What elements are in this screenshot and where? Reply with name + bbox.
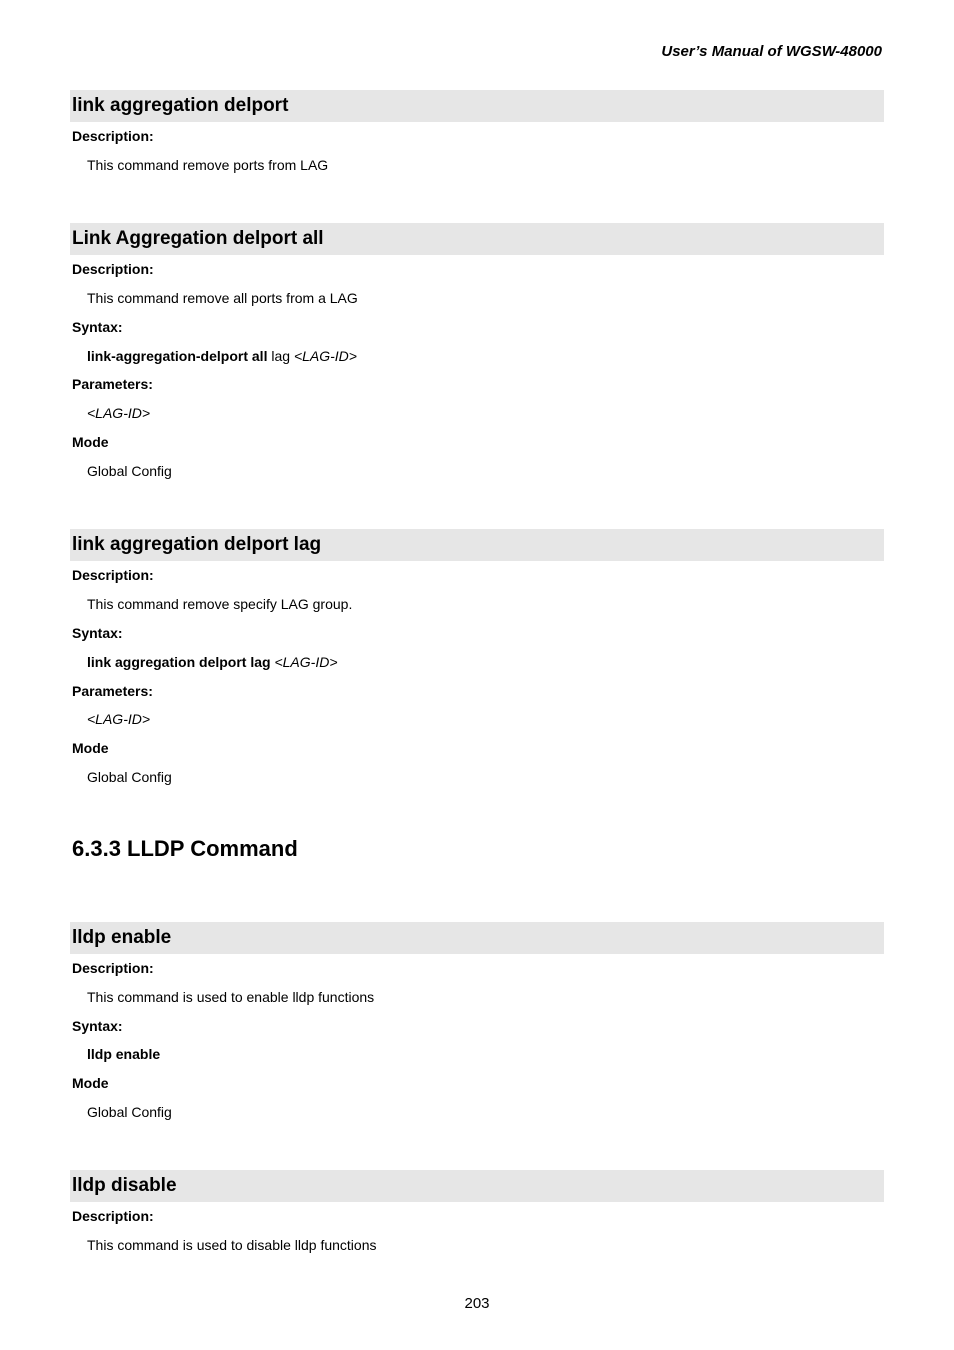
parameter-text: <LAG-ID> (87, 405, 151, 421)
syntax-argument: <LAG-ID> (293, 348, 357, 364)
syntax-label: Syntax: (72, 319, 123, 335)
parameter-text: <LAG-ID> (87, 711, 151, 727)
syntax-command: link aggregation delport lag (87, 654, 271, 670)
syntax-command: lldp enable (87, 1046, 161, 1062)
command-heading-delport-all: Link Aggregation delport all (70, 223, 884, 255)
parameters-label: Parameters: (72, 376, 153, 392)
syntax-command: link-aggregation-delport all (87, 348, 268, 364)
description-text: This command is used to enable lldp functions (87, 989, 375, 1005)
description-label: Description: (72, 1208, 154, 1224)
syntax-label: Syntax: (72, 1018, 123, 1034)
description-label: Description: (72, 960, 154, 976)
mode-text: Global Config (87, 463, 172, 479)
parameters-label: Parameters: (72, 683, 153, 699)
manual-header-title: User’s Manual of WGSW-48000 (661, 43, 882, 60)
description-text: This command remove all ports from a LAG (87, 290, 358, 306)
command-heading-delport-lag: link aggregation delport lag (70, 529, 884, 561)
command-heading-lldp-disable: lldp disable (70, 1170, 884, 1202)
description-label: Description: (72, 261, 154, 277)
syntax-line (87, 347, 357, 365)
section-title: 6.3.3 LLDP Command (72, 836, 298, 861)
mode-label: Mode (72, 434, 109, 450)
mode-label: Mode (72, 1075, 109, 1091)
mode-text: Global Config (87, 769, 172, 785)
syntax-keyword: lag (267, 348, 294, 364)
syntax-argument: <LAG-ID> (274, 654, 338, 670)
mode-text: Global Config (87, 1104, 172, 1120)
command-heading-delport: link aggregation delport (70, 90, 884, 122)
syntax-line (87, 653, 338, 671)
syntax-label: Syntax: (72, 625, 123, 641)
command-heading-lldp-enable: lldp enable (70, 922, 884, 954)
description-text: This command is used to disable lldp functions (87, 1237, 377, 1253)
description-label: Description: (72, 128, 154, 144)
description-label: Description: (72, 567, 154, 583)
description-text: This command remove specify LAG group. (87, 596, 353, 612)
page-number: 203 (464, 1295, 490, 1312)
mode-label: Mode (72, 740, 109, 756)
description-text: This command remove ports from LAG (87, 157, 329, 173)
